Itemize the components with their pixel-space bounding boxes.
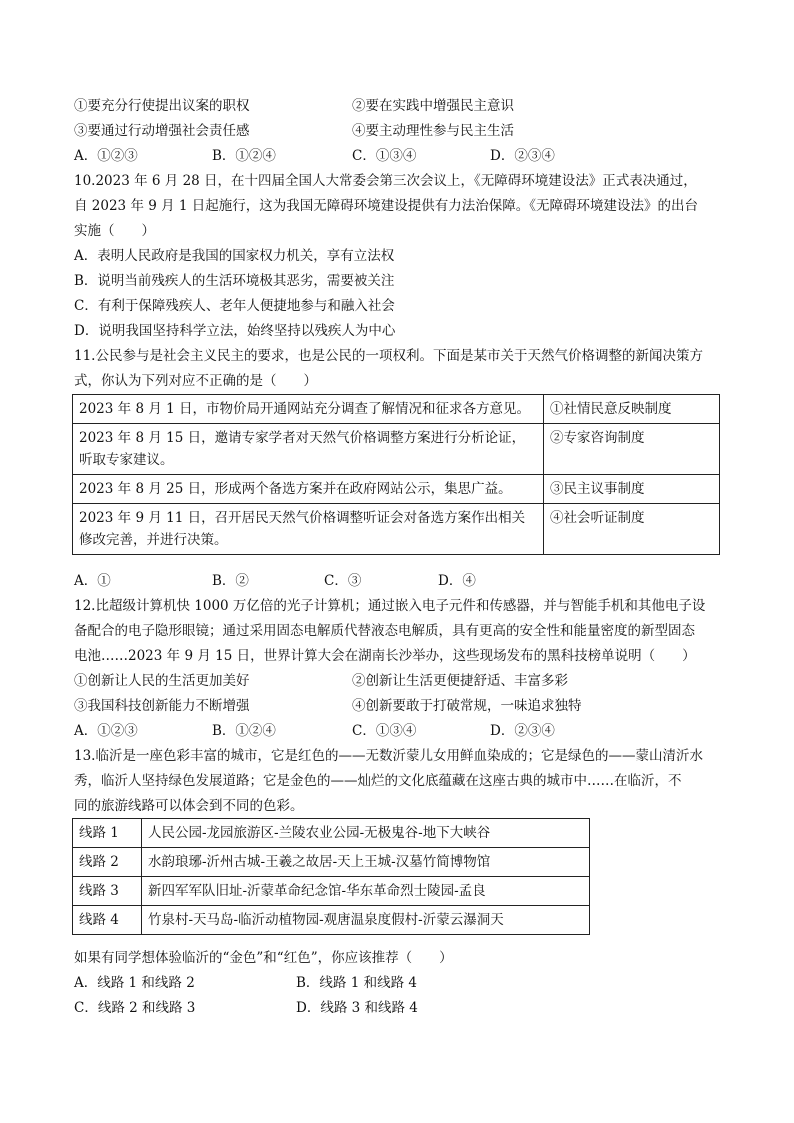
q11-choice-b: B．② <box>212 573 249 589</box>
q12-choice-d: D．②③④ <box>490 723 555 739</box>
q12-item-2: ②创新让生活更便捷舒适、丰富多彩 <box>352 673 568 689</box>
table-cell-event: 2023 年 8 月 1 日，市物价局开通网站充分调查了解情况和征求各方意见。 <box>73 395 544 424</box>
route-name: 线路 2 <box>73 848 142 877</box>
q12-stem-line-2: 备配合的电子隐形眼镜；通过采用固态电解质代替液态电解质，具有更高的安全性和能量密度的新型固态 <box>74 623 695 639</box>
table-cell-system: ①社情民意反映制度 <box>544 395 720 424</box>
table-row <box>73 819 590 848</box>
q9-choice-d: D．②③④ <box>490 148 555 164</box>
q11-stem-line-1: 11.公民参与是社会主义民主的要求，也是公民的一项权利。下面是某市关于天然气价格调整的新闻决策方 <box>74 348 703 364</box>
q11-choice-d: D．④ <box>438 573 476 589</box>
route-path: 水韵琅琊-沂州古城-王羲之故居-天上王城-汉墓竹简博物馆 <box>142 848 590 877</box>
q10-choice-b: B．说明当前残疾人的生活环境极其恶劣，需要被关注 <box>74 273 395 289</box>
q11-choice-c: C．③ <box>324 573 362 589</box>
table-row <box>73 848 590 877</box>
route-name: 线路 3 <box>73 877 142 906</box>
q9-choice-b: B．①②④ <box>212 148 276 164</box>
table-cell-event: 2023 年 8 月 25 日，形成两个备选方案并在政府网站公示，集思广益。 <box>73 475 544 504</box>
q10-choice-a: A．表明人民政府是我国的国家权力机关，享有立法权 <box>74 248 395 264</box>
q11-stem-line-2: 式，你认为下列对应不正确的是（ ） <box>74 373 317 389</box>
q13-stem-line-3: 同的旅游线路可以体会到不同的色彩。 <box>74 798 304 814</box>
q10-choice-d: D．说明我国坚持科学立法，始终坚持以残疾人为中心 <box>74 323 396 339</box>
q12-item-1: ①创新让人民的生活更加美好 <box>74 673 250 689</box>
q11-choice-a: A．① <box>74 573 111 589</box>
q12-choice-a: A．①②③ <box>74 723 138 739</box>
route-path: 新四军军队旧址-沂蒙革命纪念馆-华东革命烈士陵园-孟良 <box>142 877 590 906</box>
q12-stem-line-3: 电池……2023 年 9 月 15 日，世界计算大会在湖南长沙举办，这些现场发布的黑科技榜单说明（ ） <box>74 648 696 664</box>
q13-choice-a: A．线路 1 和线路 2 <box>74 975 195 991</box>
table-row <box>73 877 590 906</box>
q9-item-1: ①要充分行使提出议案的职权 <box>74 98 250 114</box>
q13-stem-line-1: 13.临沂是一座色彩丰富的城市，它是红色的——无数沂蒙儿女用鲜血染成的；它是绿色的——蒙山清沂水 <box>74 748 703 764</box>
table-row <box>73 424 720 475</box>
q9-item-3: ③要通过行动增强社会责任感 <box>74 123 250 139</box>
q13-choice-d: D．线路 3 和线路 4 <box>296 1000 418 1016</box>
table-cell-system: ③民主议事制度 <box>544 475 720 504</box>
q9-choice-a: A．①②③ <box>74 148 138 164</box>
q13-question: 如果有同学想体验临沂的“金色”和“红色”，你应该推荐（ ） <box>74 950 453 966</box>
q10-stem-line-2: 自 2023 年 9 月 1 日起施行，这为我国无障碍环境建设提供有力法治保障。《无障碍环境建设法》的出台 <box>74 198 699 214</box>
table-row <box>73 475 720 504</box>
q13-stem-line-2: 秀，临沂人坚持绿色发展道路；它是金色的——灿烂的文化底蕴藏在这座古典的城市中……在临沂，不 <box>74 773 682 789</box>
q9-item-2: ②要在实践中增强民主意识 <box>352 98 514 114</box>
q10-stem-line-1: 10.2023 年 6 月 28 日，在十四届全国人大常委会第三次会议上，《无障碍环境建设法》正式表决通过， <box>74 173 697 189</box>
q13-routes-table <box>72 818 590 935</box>
route-path: 竹泉村-天马岛-临沂动植物园-观唐温泉度假村-沂蒙云瀑洞天 <box>142 906 590 935</box>
route-name: 线路 4 <box>73 906 142 935</box>
table-cell-system: ②专家咨询制度 <box>544 424 720 475</box>
q12-stem-line-1: 12.比超级计算机快 1000 万亿倍的光子计算机；通过嵌入电子元件和传感器，并与智能手机和其他电子设 <box>74 598 706 614</box>
q9-item-4: ④要主动理性参与民主生活 <box>352 123 514 139</box>
table-row <box>73 395 720 424</box>
q12-choice-c: C．①③④ <box>352 723 417 739</box>
route-path: 人民公园-龙园旅游区-兰陵农业公园-无极鬼谷-地下大峡谷 <box>142 819 590 848</box>
table-cell-event: 2023 年 8 月 15 日，邀请专家学者对天然气价格调整方案进行分析论证， 听取专家建议。 <box>73 424 544 475</box>
route-name: 线路 1 <box>73 819 142 848</box>
q10-stem-line-3: 实施（ ） <box>74 223 155 239</box>
q13-choice-b: B．线路 1 和线路 4 <box>296 975 417 991</box>
table-cell-system: ④社会听证制度 <box>544 504 720 555</box>
q13-choice-c: C．线路 2 和线路 3 <box>74 1000 196 1016</box>
q9-choice-c: C．①③④ <box>352 148 417 164</box>
q12-choice-b: B．①②④ <box>212 723 276 739</box>
table-row <box>73 906 590 935</box>
table-row <box>73 504 720 555</box>
table-cell-event: 2023 年 9 月 11 日，召开居民天然气价格调整听证会对备选方案作出相关 修改完善，并进行决策。 <box>73 504 544 555</box>
q12-item-3: ③我国科技创新能力不断增强 <box>74 698 250 714</box>
q11-decision-table <box>72 394 720 555</box>
q10-choice-c: C．有利于保障残疾人、老年人便捷地参与和融入社会 <box>74 298 395 314</box>
q12-item-4: ④创新要敢于打破常规，一味追求独特 <box>352 698 582 714</box>
